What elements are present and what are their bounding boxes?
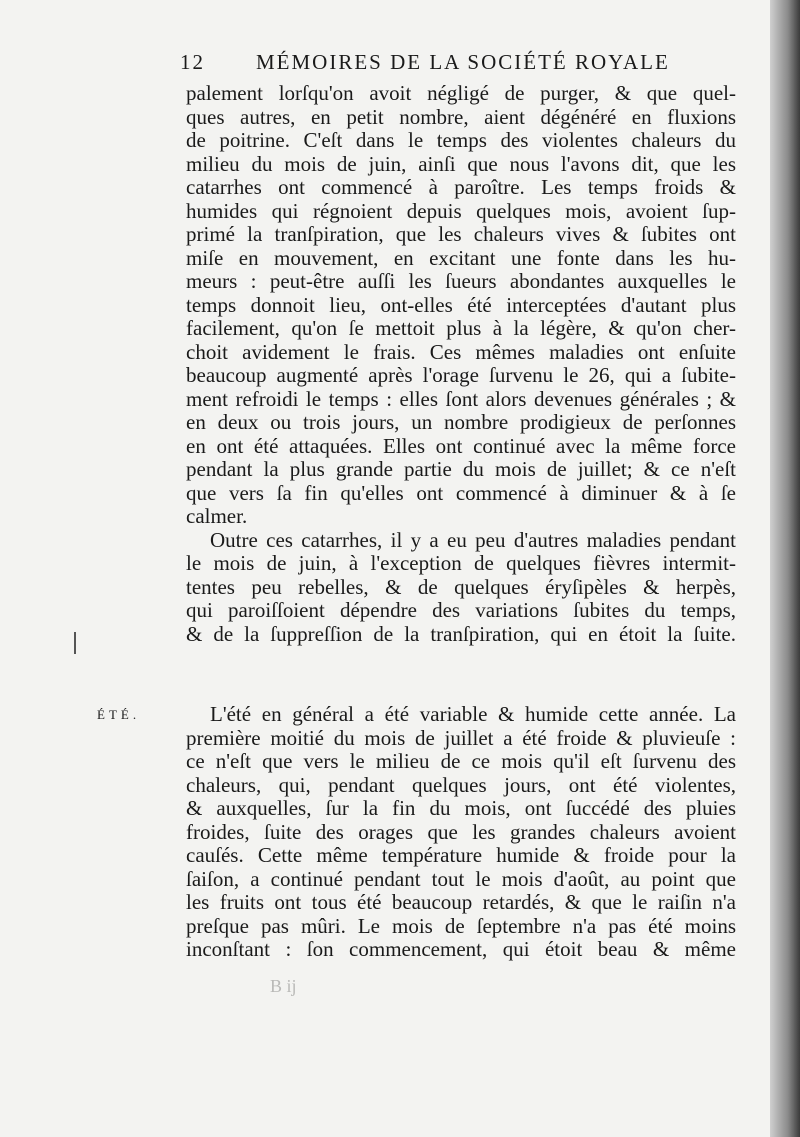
text-line: preſque pas mûri. Le mois de ſeptembre n'a pas été moins <box>186 913 736 938</box>
text-line: pendant la plus grande partie du mois de juillet; & ce n'eſt <box>186 457 736 481</box>
signature-mark: B ij <box>270 976 297 996</box>
text-block-2 <box>186 703 736 962</box>
text-line: froides, ſuite des orages que les grandes chaleurs avoient <box>186 819 736 844</box>
text-line: en deux ou trois jours, un nombre prodigieux de perſonnes <box>186 410 736 434</box>
text-line: milieu du mois de juin, ainſi que nous l'avons dit, que les <box>186 151 736 176</box>
text-line: L'été en général a été variable & humide cette année. La <box>210 702 736 726</box>
margin-mark <box>74 632 76 654</box>
text-line: en ont été attaquées. Elles ont continué avec la même force <box>186 433 736 458</box>
text-line: catarrhes ont commencé à paroître. Les temps froids & <box>186 175 736 199</box>
paragraph-1 <box>186 82 736 529</box>
text-line: inconſtant : ſon commencement, qui étoit beau & même <box>186 937 736 961</box>
text-line: & de la ſuppreſſion de la tranſpiration, qui en étoit la ſuite. <box>186 621 736 646</box>
text-line: qui paroiſſoient dépendre des variations ſubites du temps, <box>186 598 736 622</box>
text-line: ment refroidi le temps : elles ſont alors devenues générales ; & <box>186 386 736 411</box>
text-line: & auxquelles, ſur la fin du mois, ont ſuccédé des pluies <box>186 796 736 820</box>
text-line: temps donnoit lieu, ont-elles été interceptées d'autant plus <box>186 292 736 317</box>
text-line: choit avidement le frais. Ces mêmes maladies ont enſuite <box>186 339 736 364</box>
text-line: beaucoup augmenté après l'orage ſurvenu le 26, qui a ſubite- <box>186 363 736 387</box>
text-line: palement lorſqu'on avoit négligé de purger, & que quel- <box>186 81 736 105</box>
text-line: tentes peu rebelles, & de quelques éryſipèles & herpès, <box>186 574 736 599</box>
text-line: ce n'eſt que vers le milieu de ce mois qu'il eſt ſurvenu des <box>186 749 736 773</box>
text-line: les fruits ont tous été beaucoup retardés, & que le raiſin n'a <box>186 890 736 914</box>
text-line: chaleurs, qui, pendant quelques jours, ont été violentes, <box>186 772 736 797</box>
text-line: que vers ſa fin qu'elles ont commencé à diminuer & à ſe <box>186 480 736 505</box>
book-gutter <box>770 0 800 1137</box>
text-line: primé la tranſpiration, que les chaleurs vives & ſubites ont <box>186 222 736 246</box>
text-line: première moitié du mois de juillet a été froide & pluvieuſe : <box>186 725 736 750</box>
text-line: de poitrine. C'eſt dans le temps des violentes chaleurs du <box>186 128 736 152</box>
text-line: calmer. <box>186 504 248 528</box>
text-line: humides qui régnoient depuis quelques mois, avoient ſup- <box>186 198 736 223</box>
text-line: miſe en mouvement, en excitant une fonte dans les hu- <box>186 245 736 270</box>
text-line: ques autres, en petit nombre, aient dégénéré en fluxions <box>186 104 736 129</box>
text-block-1 <box>186 82 736 646</box>
text-line: ſaiſon, a continué pendant tout le mois d'août, au point que <box>186 866 736 891</box>
running-head <box>180 50 680 80</box>
paragraph-2 <box>186 529 736 647</box>
running-title: MÉMOIRES DE LA SOCIÉTÉ ROYALE <box>256 50 670 74</box>
margin-label: ÉTÉ. <box>97 707 141 722</box>
page-number: 12 <box>180 50 205 74</box>
paragraph-3 <box>186 703 736 962</box>
text-line: le mois de juin, à l'exception de quelques fièvres intermit- <box>186 551 736 575</box>
text-line: meurs : peut-être auſſi les ſueurs abondantes auxquelles le <box>186 269 736 293</box>
text-line: facilement, qu'on ſe mettoit plus à la légère, & qu'on cher- <box>186 316 736 340</box>
text-line: Outre ces catarrhes, il y a eu peu d'autres maladies pendant <box>210 527 736 552</box>
text-line: cauſés. Cette même température humide & froide pour la <box>186 843 736 867</box>
